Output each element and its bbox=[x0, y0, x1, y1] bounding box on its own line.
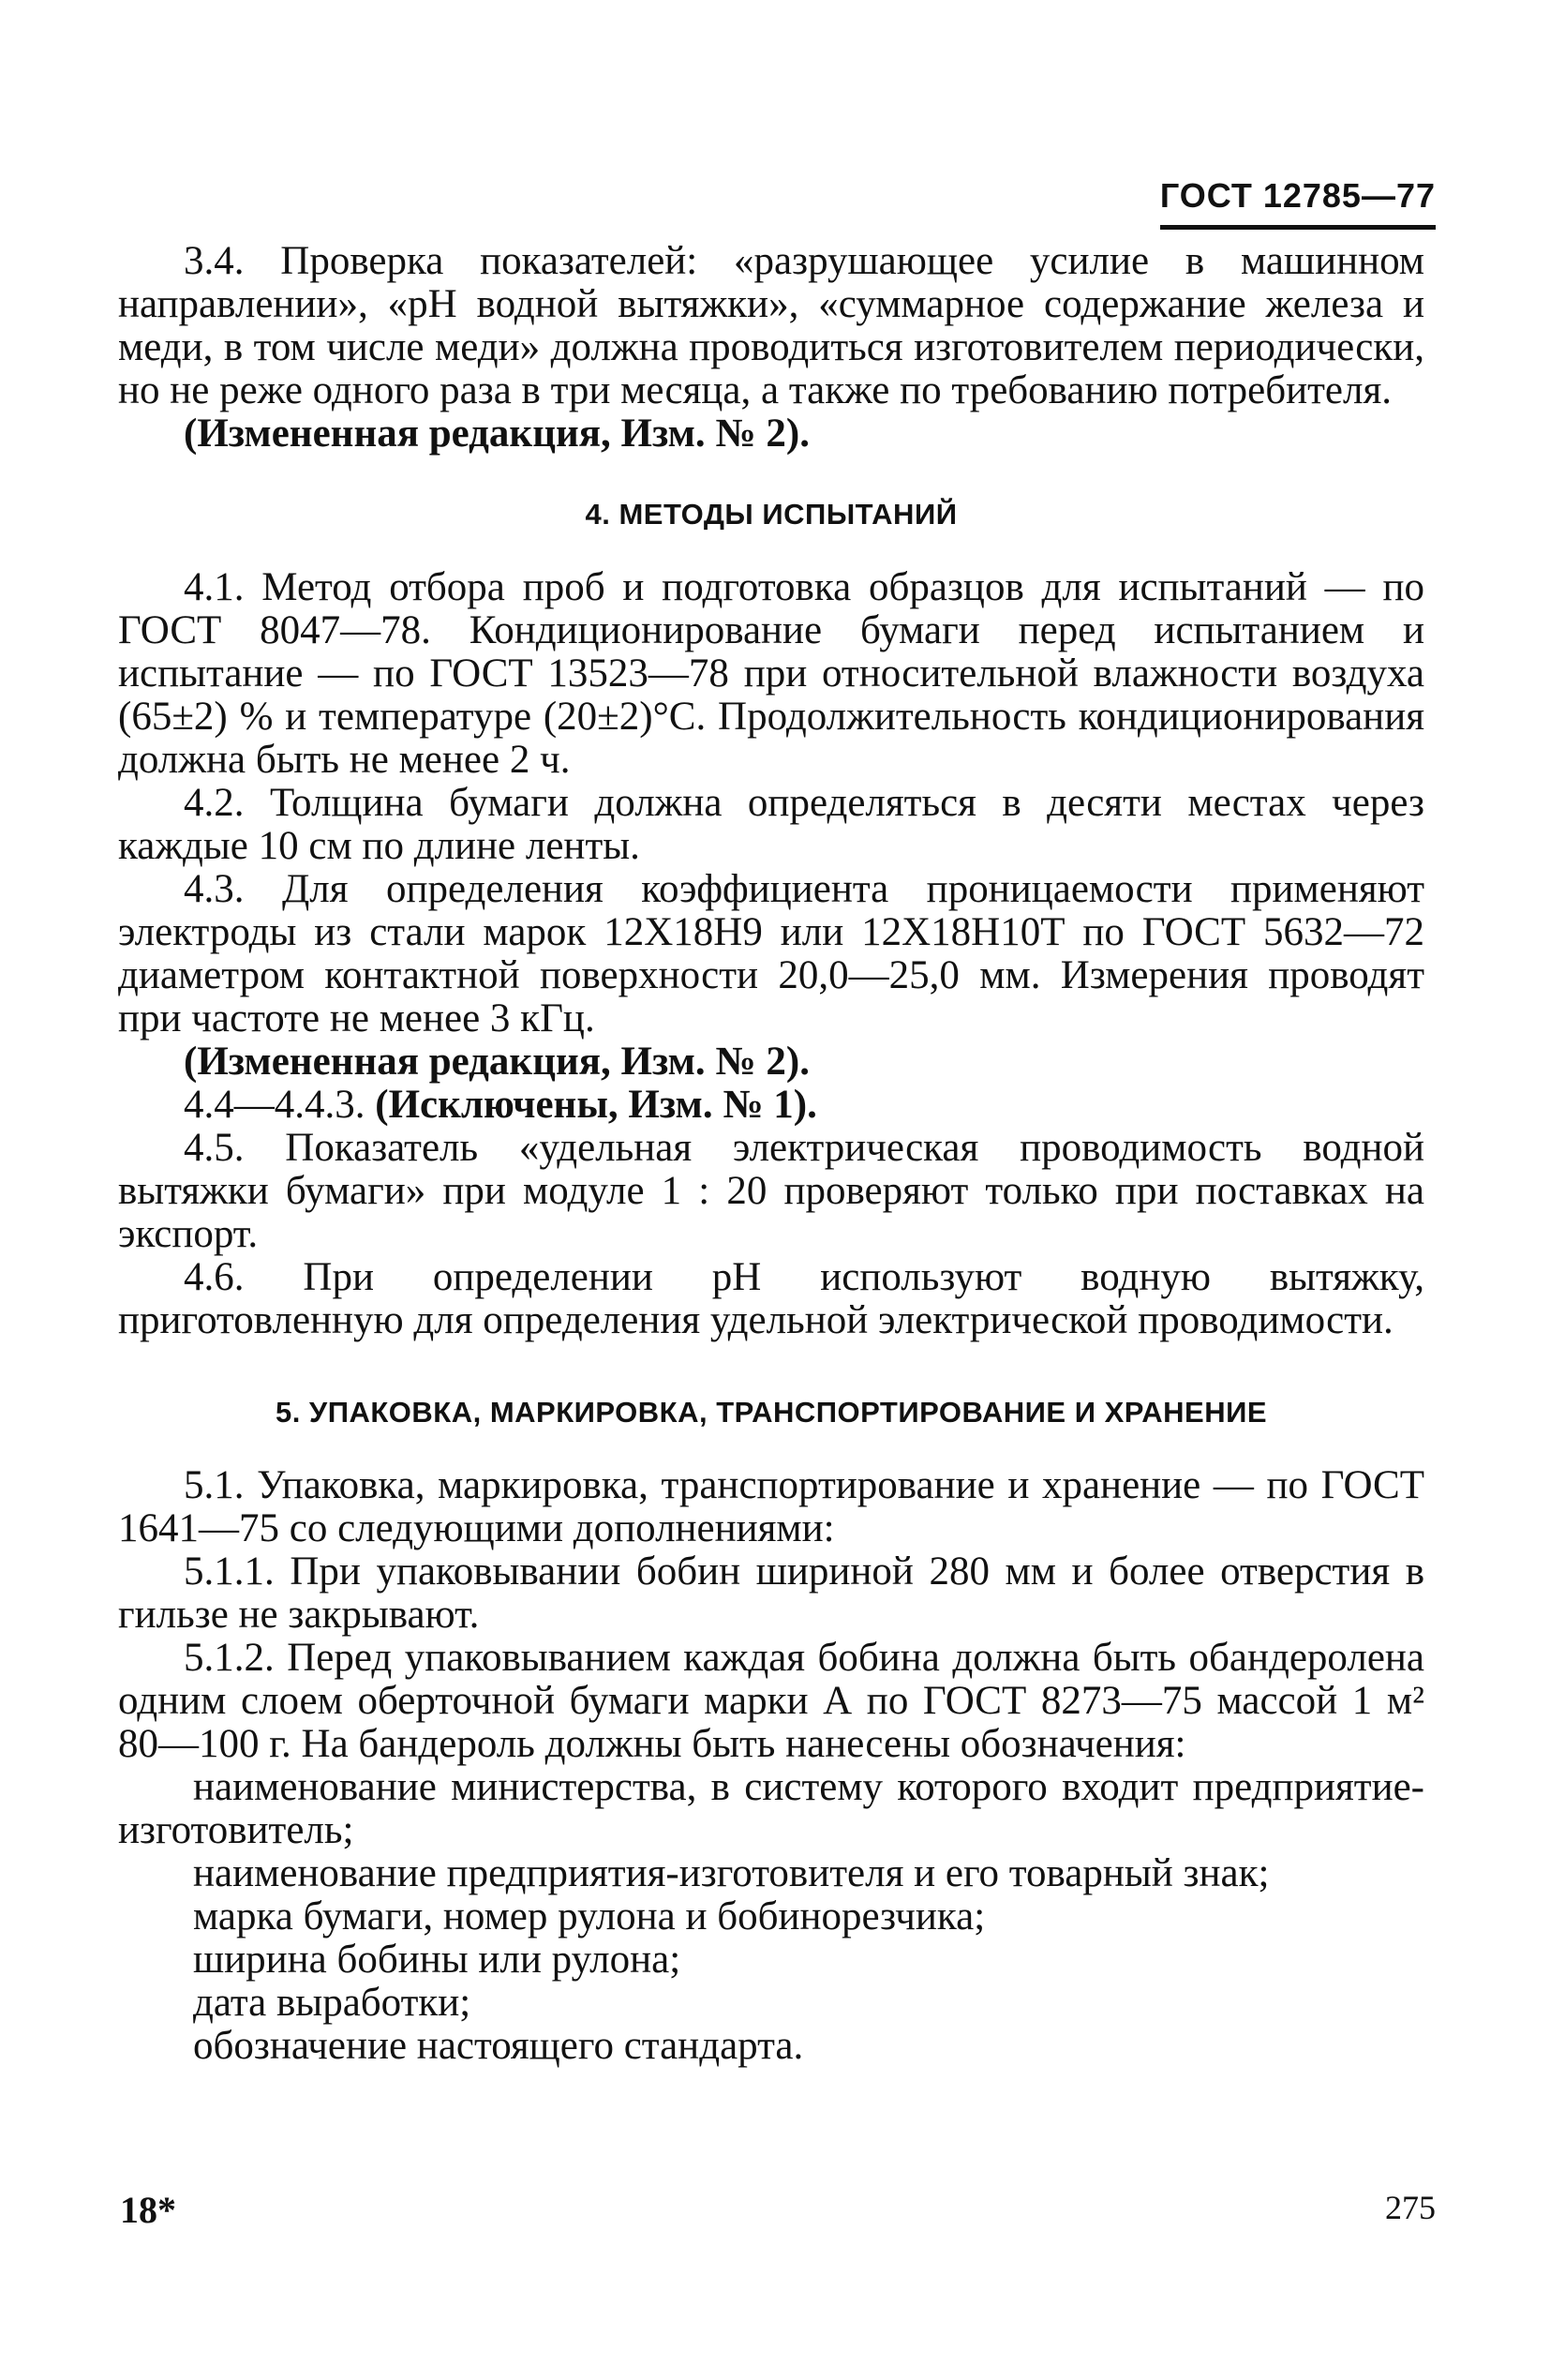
list-item: наименование предприятия-изготовителя и его товарный знак; bbox=[193, 1851, 1270, 1895]
clause-4-1: 4.1. Метод отбора проб и подготовка образцов для испытаний — по ГОСТ 8047—78. Кондиционирование бумаги перед испытанием и испытание — по ГОСТ 13523—78 при относительной влажности воздуха (65±2) % и температуре (20±2)°С. Продолжительность кондиционирования должна быть не менее 2 ч. bbox=[118, 565, 1424, 782]
list-item: дата выработки; bbox=[193, 1981, 471, 2025]
page-number: 275 bbox=[1385, 2189, 1436, 2226]
signature-mark: 18* bbox=[120, 2189, 176, 2231]
list-item: ширина бобины или рулона; bbox=[193, 1938, 681, 1982]
list-item: марка бумаги, номер рулона и бобинорезчика; bbox=[193, 1894, 986, 1938]
section-4-heading: 4. МЕТОДЫ ИСПЫТАНИЙ bbox=[585, 498, 958, 531]
clause-5-1: 5.1. Упаковка, маркировка, транспортирование и хранение — по ГОСТ 1641—75 со следующими дополнениями: bbox=[118, 1463, 1424, 1550]
list-item: обозначение настоящего стандарта. bbox=[193, 2024, 804, 2068]
clause-4-6: 4.6. При определении pH используют водную вытяжку, приготовленную для определения удельной электрической проводимости. bbox=[118, 1255, 1424, 1342]
amendment-note: (Измененная редакция, Изм. № 2). bbox=[184, 412, 810, 456]
clause-5-1-1: 5.1.1. При упаковывании бобин шириной 280 мм и более отверстия в гильзе не закрывают. bbox=[118, 1549, 1424, 1637]
document-body bbox=[118, 240, 1424, 2068]
clause-5-1-2: 5.1.2. Перед упаковыванием каждая бобина должна быть обандеролена одним слоем оберточной бумаги марки А по ГОСТ 8273—75 массой 1 м² 80—100 г. На бандероль должны быть нанесены обозначения: bbox=[118, 1636, 1424, 1766]
amendment-note: (Исключены, Изм. № 1). bbox=[375, 1083, 817, 1127]
amendment-note: (Измененная редакция, Изм. № 2). bbox=[184, 1040, 810, 1084]
section-5-heading: 5. УПАКОВКА, МАРКИРОВКА, ТРАНСПОРТИРОВАНИЕ И ХРАНЕНИЕ bbox=[275, 1396, 1268, 1429]
clause-4-2: 4.2. Толщина бумаги должна определяться в десяти местах через каждые 10 см по длине ленты. bbox=[118, 781, 1424, 868]
clause-4-3: 4.3. Для определения коэффициента проницаемости применяют электроды из стали марок 12Х18Н9 или 12Х18Н10Т по ГОСТ 5632—72 диаметром контактной поверхности 20,0—25,0 мм. Измерения проводят при частоте не менее 3 кГц. bbox=[118, 867, 1424, 1040]
clause-4-4-number: 4.4—4.4.3. bbox=[184, 1083, 376, 1127]
clause-4-4 bbox=[118, 1084, 1424, 1127]
clause-4-5: 4.5. Показатель «удельная электрическая проводимость водной вытяжки бумаги» при модуле 1 : 20 проверяют только при поставках на экспорт. bbox=[118, 1126, 1424, 1256]
list-item: наименование министерства, в систему которого входит предприятие-изготовитель; bbox=[118, 1765, 1424, 1852]
clause-3-4: 3.4. Проверка показателей: «разрушающее усилие в машинном направлении», «pH водной вытяжки», «суммарное содержание железа и меди, в том числе меди» должна проводиться изготовителем периодически, но не реже одного раза в три месяца, а также по требованию потребителя. bbox=[118, 239, 1424, 412]
standard-header: ГОСТ 12785—77 bbox=[1160, 176, 1436, 230]
